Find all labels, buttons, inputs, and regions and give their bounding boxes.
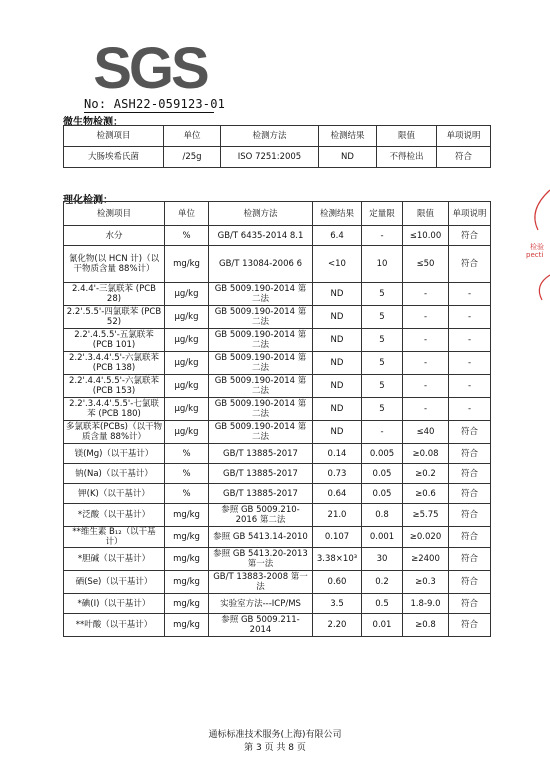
chem-table-cell: ≥0.2 [403,464,449,484]
chem-table-cell: ND [313,306,362,329]
chem-table-cell: mg/kg [165,548,209,571]
chem-table-row [64,548,491,571]
chem-table-cell: 3.5 [313,594,362,614]
chem-table-cell: GB/T 13885-2017 [209,444,313,464]
chem-table-cell: **维生素 B₁₂（以干基计） [64,527,165,548]
micro-section-title: 微生物检测： [63,117,123,128]
chem-table-cell: 符合 [449,527,491,548]
chem-table-cell: 2.2'.3.4.4'.5.5'-七氯联苯 (PCB 180) [64,398,165,421]
chem-table-cell: ND [313,398,362,421]
micro-table-cell: ISO 7251:2005 [221,147,319,168]
chem-table-cell: ND [313,352,362,375]
chem-table-cell: 0.73 [313,464,362,484]
chem-table-cell: *胆碱（以干基计） [64,548,165,571]
chem-table-cell: *泛酸（以干基计） [64,504,165,527]
chem-table-cell: GB 5009.190-2014 第二法 [209,306,313,329]
sgs-logo [93,36,207,101]
chem-table-cell: ≥0.08 [403,444,449,464]
micro-table-header-cell: 检测项目 [64,126,164,147]
chem-table-header [64,202,491,226]
chem-table-cell: µg/kg [165,352,209,375]
chem-table-header-cell: 检测项目 [64,202,165,226]
chem-table-cell: ND [313,283,362,306]
chem-table-cell: 0.005 [362,444,403,464]
chem-table-cell: 2.2'.5.5'-四氯联苯 (PCB 52) [64,306,165,329]
footer-page-number: 第 3 页 共 8 页 [244,743,306,753]
chem-table-cell: - [362,226,403,246]
chem-table-cell: 符合 [449,504,491,527]
micro-table-body [64,147,491,168]
chem-table-row [64,594,491,614]
chem-table-cell: ≥5.75 [403,504,449,527]
chem-table-row [64,246,491,283]
chem-table-cell: 2.2'.3.4.4'.5'-六氯联苯 (PCB 138) [64,352,165,375]
chem-table-cell: **叶酸（以干基计） [64,614,165,637]
chem-table-cell: mg/kg [165,504,209,527]
chem-table-cell: GB/T 13885-2017 [209,464,313,484]
chem-table-header-cell: 检测结果 [313,202,362,226]
chem-table-cell: µg/kg [165,306,209,329]
chem-table-cell: 5 [362,352,403,375]
chem-section-title: 理化检测： [63,195,113,206]
micro-table-cell: /25g [164,147,221,168]
chem-table-cell: 钠(Na)（以干基计） [64,464,165,484]
micro-table-header-cell: 检测方法 [221,126,319,147]
chem-table-cell: µg/kg [165,398,209,421]
chem-table-cell: GB 5009.190-2014 第二法 [209,283,313,306]
chem-table-row [64,444,491,464]
chem-table-cell: 钾(K)（以干基计） [64,484,165,504]
chem-table-cell: 符合 [449,614,491,637]
chem-table-cell: 0.64 [313,484,362,504]
chem-table-cell: 21.0 [313,504,362,527]
chem-table-cell: ≥2400 [403,548,449,571]
chem-table-cell: 5 [362,398,403,421]
stamp-text-a: 检验 [530,243,544,251]
chem-table-cell: 2.20 [313,614,362,637]
chem-table-cell: - [403,375,449,398]
chem-table-cell: 2.2'.4.4'.5.5'-六氯联苯 (PCB 153) [64,375,165,398]
stamp-text-b: pecti [526,251,544,259]
chem-table-cell: 实验室方法---ICP/MS [209,594,313,614]
chem-table-cell: ≥0.6 [403,484,449,504]
chem-table-cell: 1.8-9.0 [403,594,449,614]
micro-table-cell: 不得检出 [377,147,437,168]
chem-table-cell: mg/kg [165,571,209,594]
chem-table-cell: 氰化物(以 HCN 计)（以干物质含量 88%计） [64,246,165,283]
chem-table-row [64,329,491,352]
chem-table-cell: 0.14 [313,444,362,464]
chem-table-header-cell: 检测方法 [209,202,313,226]
chem-table-row [64,398,491,421]
chem-table-cell: ≥0.3 [403,571,449,594]
chem-table-cell: GB/T 13883-2008 第一法 [209,571,313,594]
chem-table-cell: µg/kg [165,421,209,444]
chem-table-row [64,527,491,548]
chem-table-cell: 符合 [449,226,491,246]
chem-table [63,201,491,637]
chem-table-cell: % [165,464,209,484]
chem-table-cell: 6.4 [313,226,362,246]
chem-table-cell: 参照 GB 5413.14-2010 [209,527,313,548]
chem-table-cell: 硒(Se)（以干基计） [64,571,165,594]
chem-table-cell: 符合 [449,246,491,283]
chem-table-cell: - [449,375,491,398]
sgs-logo-text: SGS [93,36,207,101]
chem-table-row [64,484,491,504]
chem-table-row [64,464,491,484]
chem-table-row [64,421,491,444]
micro-table-header [64,126,491,147]
chem-table-cell: mg/kg [165,527,209,548]
chem-table-cell: mg/kg [165,246,209,283]
chem-table-cell: 2.2'.4.5.5'-五氯联苯 (PCB 101) [64,329,165,352]
red-stamp-partial [520,190,550,300]
micro-table-cell: 符合 [437,147,491,168]
chem-table-cell: 参照 GB 5413.20-2013 第一法 [209,548,313,571]
micro-table-row [64,147,491,168]
chem-table-cell: 符合 [449,548,491,571]
chem-table-cell: 镁(Mg)（以干基计） [64,444,165,464]
chem-table-cell: ≥0.020 [403,527,449,548]
chem-table-cell: - [449,398,491,421]
chem-table-cell: - [403,283,449,306]
chem-table-cell: 5 [362,283,403,306]
chem-table-cell: 水分 [64,226,165,246]
chem-table-cell: 30 [362,548,403,571]
chem-table-cell: 0.5 [362,594,403,614]
micro-table-header-cell: 单项说明 [437,126,491,147]
chem-table-cell: 符合 [449,444,491,464]
chem-table-cell: 2.4.4'-三氯联苯 (PCB 28) [64,283,165,306]
chem-table-cell: GB/T 13885-2017 [209,484,313,504]
document-number: No: ASH22-059123-01 [84,97,226,111]
chem-table-cell: mg/kg [165,614,209,637]
micro-table-header-cell: 限值 [377,126,437,147]
chem-table-row [64,226,491,246]
chem-table-row [64,571,491,594]
chem-table-header-cell: 单项说明 [449,202,491,226]
chem-table-header-cell: 单位 [165,202,209,226]
chem-table-cell: - [403,329,449,352]
chem-table-cell: ≥0.8 [403,614,449,637]
chem-table-cell: ≤50 [403,246,449,283]
chem-table-cell: GB 5009.190-2014 第二法 [209,352,313,375]
chem-table-cell: µg/kg [165,283,209,306]
chem-table-row [64,614,491,637]
chem-table-cell: 参照 GB 5009.211-2014 [209,614,313,637]
micro-table-cell: 大肠埃希氏菌 [64,147,164,168]
chem-table-row [64,283,491,306]
chem-table-cell: % [165,226,209,246]
micro-table-cell: ND [319,147,377,168]
chem-table-cell: 参照 GB 5009.210-2016 第二法 [209,504,313,527]
chem-table-cell: - [362,421,403,444]
chem-table-cell: ND [313,375,362,398]
chem-table-cell: % [165,484,209,504]
chem-table-cell: 符合 [449,594,491,614]
chem-table-cell: 5 [362,375,403,398]
chem-table-cell: 0.05 [362,484,403,504]
chem-table-cell: ≤40 [403,421,449,444]
chem-table-cell: 0.001 [362,527,403,548]
chem-table-cell: 符合 [449,464,491,484]
chem-table-cell: µg/kg [165,329,209,352]
chem-table-cell: 0.01 [362,614,403,637]
chem-table-cell: GB 5009.190-2014 第二法 [209,398,313,421]
chem-table-cell: 0.60 [313,571,362,594]
chem-table-cell: 0.2 [362,571,403,594]
chem-table-body [64,226,491,637]
chem-table-cell: 0.107 [313,527,362,548]
chem-table-cell: GB 5009.190-2014 第二法 [209,329,313,352]
micro-table-header-cell: 单位 [164,126,221,147]
chem-table-cell: 符合 [449,571,491,594]
chem-table-cell: ≤10.00 [403,226,449,246]
chem-table-cell: *碘(I)（以干基计） [64,594,165,614]
chem-table-cell: µg/kg [165,375,209,398]
chem-table-cell: GB 5009.190-2014 第二法 [209,421,313,444]
chem-table-cell: - [403,306,449,329]
chem-table-cell: mg/kg [165,594,209,614]
chem-table-cell: 3.38×10³ [313,548,362,571]
chem-table-cell: 符合 [449,484,491,504]
chem-table-cell: <10 [313,246,362,283]
chem-table-row [64,375,491,398]
chem-table-cell: 10 [362,246,403,283]
chem-table-cell: % [165,444,209,464]
chem-table-cell: - [449,306,491,329]
chem-table-cell: GB 5009.190-2014 第二法 [209,375,313,398]
chem-table-cell: - [449,329,491,352]
micro-table-header-cell: 检测结果 [319,126,377,147]
chem-table-row [64,306,491,329]
chem-table-cell: 符合 [449,421,491,444]
footer-company: 通标标准技术服务(上海)有限公司 [208,730,342,740]
chem-table-cell: 5 [362,306,403,329]
chem-table-cell: ND [313,329,362,352]
chem-table-cell: - [449,283,491,306]
chem-table-cell: 0.8 [362,504,403,527]
chem-table-header-cell: 定量限 [362,202,403,226]
chem-table-row [64,352,491,375]
chem-table-header-cell: 限值 [403,202,449,226]
chem-table-cell: GB/T 13084-2006 6 [209,246,313,283]
chem-table-cell: 多氯联苯(PCBs)（以干物质含量 88%计） [64,421,165,444]
chem-table-cell: - [403,352,449,375]
chem-table-cell: - [403,398,449,421]
micro-table [63,125,491,168]
chem-table-cell: 0.05 [362,464,403,484]
chem-table-cell: ND [313,421,362,444]
chem-table-cell: - [449,352,491,375]
chem-table-row [64,504,491,527]
chem-table-cell: GB/T 6435-2014 8.1 [209,226,313,246]
chem-table-cell: 5 [362,329,403,352]
